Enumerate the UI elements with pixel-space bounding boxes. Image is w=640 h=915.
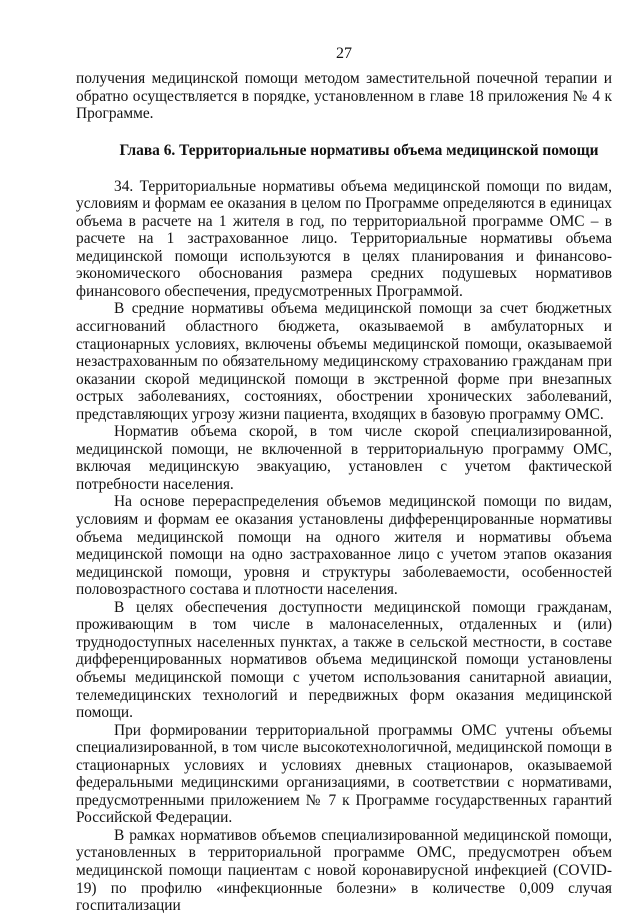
paragraph-34: 34. Территориальные нормативы объема медицинской помощи по видам, условиям и формам ее оказания в целом по Программе определяются в единицах объема в расчете на 1 жителя в год, по территориальной программе ОМС – в расчете на 1 застрахованное лицо. Территориальные нормативы объема медицинской помощи используются в целях планирования и финансово-экономического обоснования размера средних подушевых нормативов финансового обеспечения, предусмотренных Программой. xyxy=(76,177,612,300)
paragraph-budget-volumes: В средние нормативы объема медицинской помощи за счет бюджетных ассигнований областного бюджета, оказываемой в амбулаторных и стационарных условиях, включены объемы медицинской помощи, оказываемой незастрахованным по обязательному медицинскому страхованию гражданам при оказании скорой медицинской помощи в экстренной форме при внезапных острых заболеваниях, состояниях, обострении хронических заболеваний, представляющих угрозу жизни пациента, входящих в базовую программу ОМС. xyxy=(76,300,612,423)
paragraph-differentiated-norms: На основе перераспределения объемов медицинской помощи по видам, условиям и формам ее оказания установлены дифференцированные нормативы объема медицинской помощи на одного жителя и нормативы объема медицинской помощи на одно застрахованное лицо с учетом этапов оказания медицинской помощи, уровня и структуры заболеваемости, особенностей половозрастного состава и плотности населения. xyxy=(76,493,612,599)
paragraph-federal-organizations: При формировании территориальной программы ОМС учтены объемы специализированной, в том числе высокотехнологичной, медицинской помощи в стационарных условиях и условиях дневных стационаров, оказываемой федеральными медицинскими организациями, в соответствии с нормативами, предусмотренными приложением № 7 к Программе государственных гарантий Российской Федерации. xyxy=(76,721,612,827)
intro-paragraph: получения медицинской помощи методом заместительной почечной терапии и обратно осуществляется в порядке, установленном в главе 18 приложения № 4 к Программе. xyxy=(76,70,612,123)
paragraph-accessibility: В целях обеспечения доступности медицинской помощи гражданам, проживающим в том числе в малонаселенных, отдаленных и (или) труднодоступных населенных пунктах, а также в сельской местности, в составе дифференцированных нормативов объема медицинской помощи установлены объемы медицинской помощи с учетом использования санитарной авиации, телемедицинских технологий и передвижных форм оказания медицинской помощи. xyxy=(76,598,612,722)
paragraph-covid: В рамках нормативов объемов специализированной медицинской помощи, установленных в территориальной программе ОМС, предусмотрен объем медицинской помощи пациентам с новой коронавирусной инфекцией (COVID-19) по профилю «инфекционные болезни» в количестве 0,009 случая госпитализации xyxy=(76,826,612,915)
page-number: 27 xyxy=(336,45,352,62)
document-page xyxy=(76,44,612,915)
chapter-title: Глава 6. Территориальные нормативы объема медицинской помощи xyxy=(119,141,599,159)
paragraph-emergency-norm: Норматив объема скорой, в том числе скорой специализированной, медицинской помощи, не включенной в территориальную программу ОМС, включая медицинскую эвакуацию, установлен с учетом фактической потребности населения. xyxy=(76,423,612,493)
